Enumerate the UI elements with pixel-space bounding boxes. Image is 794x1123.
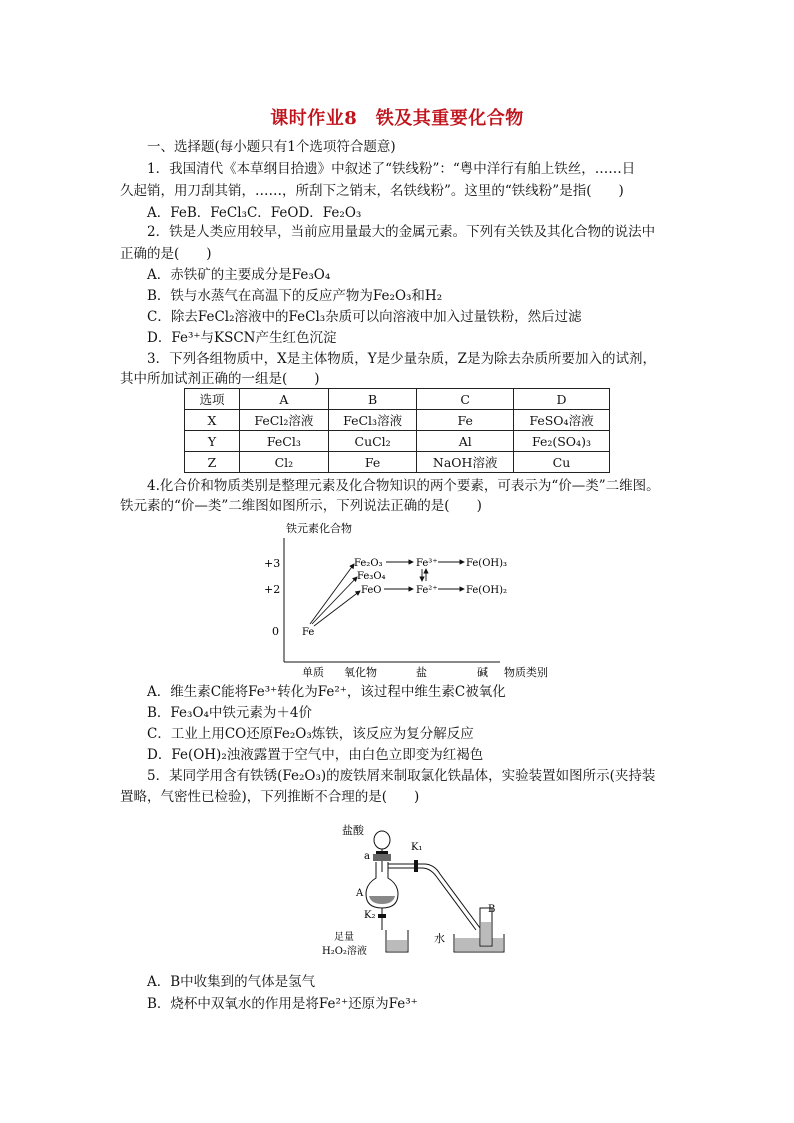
q2-option-c: C．除去FeCl₂溶液中的FeCl₃杂质可以向溶液中加入过量铁粉，然后过滤	[147, 309, 582, 325]
table-row	[185, 431, 610, 452]
q2-option-a: A．赤铁矿的主要成分是Fe₃O₄	[147, 267, 331, 283]
q5-option-a: A．B中收集到的气体是氢气	[147, 974, 316, 990]
y-tick-label: +3	[264, 557, 281, 570]
stopper	[373, 854, 391, 861]
table-cell: Y	[185, 431, 240, 452]
table-cell: Z	[185, 452, 240, 473]
table-cell: Fe₂(SO₄)₃	[513, 431, 609, 452]
table-cell: Cu	[513, 452, 609, 473]
k2-valve	[378, 914, 386, 918]
y-tick-label: 0	[272, 625, 279, 638]
label-k1: K₁	[411, 842, 423, 853]
flask-contents	[369, 896, 395, 904]
q3-options-table	[184, 388, 610, 473]
trough-water	[455, 938, 503, 951]
label-h2o2-line2: H₂O₂溶液	[322, 946, 367, 957]
table-cell: A	[240, 389, 329, 410]
label-h2o2-line1: 足量	[334, 932, 354, 943]
q5-option-b: B．烧杯中双氧水的作用是将Fe²⁺还原为Fe³⁺	[147, 996, 418, 1012]
x-tick-label: 碱	[477, 666, 488, 679]
table-row	[185, 452, 610, 473]
species-fe: Fe	[302, 627, 315, 638]
label-b: B	[488, 904, 496, 915]
q4-option-c: C．工业上用CO还原Fe₂O₃炼铁，该反应为复分解反应	[147, 726, 474, 742]
q2-stem-line1: 2．铁是人类应用较早，当前应用量最大的金属元素。下列有关铁及其化合物的说法中	[147, 224, 656, 240]
collecting-tube-water	[481, 922, 491, 945]
valence-class-diagram	[260, 518, 590, 680]
table-cell: FeSO₄溶液	[513, 410, 609, 431]
y-axis-label: 铁元素化合物	[286, 522, 352, 535]
q3-stem-line1: 3．下列各组物质中，X是主体物质，Y是少量杂质，Z是为除去杂质所要加入的试剂，	[147, 351, 656, 367]
species-feo: FeO	[361, 585, 382, 596]
table-header-row	[185, 389, 610, 410]
q4-stem-line1: 4.化合价和物质类别是整理元素及化合物知识的两个要素，可表示为“价—类”二维图。	[147, 478, 660, 494]
delivery-tube-inner	[388, 868, 476, 930]
q4-option-b: B．Fe₃O₄中铁元素为＋4价	[147, 705, 313, 721]
arrow	[312, 577, 357, 624]
species-fe3plus: Fe³⁺	[416, 558, 438, 569]
table-cell: Cl₂	[240, 452, 329, 473]
arrow	[310, 564, 354, 624]
label-k2: K₂	[364, 910, 376, 921]
q3-stem-line2: 其中所加试剂正确的一组是( )	[120, 371, 320, 387]
label-a-lower: a	[364, 851, 370, 862]
table-cell: B	[328, 389, 417, 410]
table-cell: 选项	[185, 389, 240, 410]
table-cell: Fe	[417, 410, 513, 431]
y-tick-label: +2	[264, 583, 281, 596]
table-cell: FeCl₂溶液	[240, 410, 329, 431]
label-flask-a: A	[356, 888, 364, 899]
table-cell: CuCl₂	[328, 431, 417, 452]
species-fe2o3: Fe₂O₃	[354, 558, 383, 569]
species-fe3o4: Fe₃O₄	[357, 571, 386, 582]
species-feoh3: Fe(OH)₃	[466, 558, 508, 569]
q5-stem-line2: 置略，气密性已检验)，下列推断不合理的是( )	[120, 789, 420, 805]
table-cell: FeCl₃	[240, 431, 329, 452]
q2-option-b: B．铁与水蒸气在高温下的反应产物为Fe₂O₃和H₂	[147, 288, 443, 304]
x-axis-label: 物质类别	[504, 666, 548, 679]
label-water: 水	[434, 932, 445, 945]
table-row	[185, 410, 610, 431]
table-cell: Al	[417, 431, 513, 452]
table-cell: X	[185, 410, 240, 431]
funnel-bulb	[374, 831, 390, 849]
section-heading: 一、选择题(每小题只有1个选项符合题意)	[147, 139, 396, 155]
page-title: 课时作业8 铁及其重要化合物	[270, 108, 524, 129]
x-tick-label: 盐	[416, 666, 427, 679]
q1-stem-line1: 1．我国清代《本草纲目拾遗》中叙述了“铁线粉”：“粤中洋行有舶上铁丝，……日	[147, 161, 636, 177]
k1-valve	[414, 860, 418, 872]
table-cell: D	[513, 389, 609, 410]
table-cell: FeCl₃溶液	[328, 410, 417, 431]
x-tick-label: 单质	[302, 666, 324, 679]
species-feoh2: Fe(OH)₂	[466, 585, 508, 596]
q4-option-d: D．Fe(OH)₂浊液露置于空气中，由白色立即变为红褐色	[147, 747, 484, 763]
q4-option-a: A．维生素C能将Fe³⁺转化为Fe²⁺，该过程中维生素C被氧化	[147, 684, 506, 700]
q2-stem-line2: 正确的是( )	[120, 246, 212, 262]
q2-option-d: D．Fe³⁺与KSCN产生红色沉淀	[147, 330, 337, 346]
table-cell: NaOH溶液	[417, 452, 513, 473]
label-hcl: 盐酸	[342, 824, 364, 837]
q1-options: A．FeB．FeCl₃C．FeOD．Fe₂O₃	[147, 205, 362, 221]
q5-stem-line1: 5．某同学用含有铁锈(Fe₂O₃)的废铁屑来制取氯化铁晶体，实验装置如图所示(夹持装	[147, 768, 656, 784]
table-cell: Fe	[328, 452, 417, 473]
table-cell: C	[417, 389, 513, 410]
species-fe2plus: Fe²⁺	[416, 585, 438, 596]
q4-stem-line2: 铁元素的“价—类”二维图如图所示，下列说法正确的是( )	[120, 498, 482, 514]
x-tick-label: 氧化物	[344, 666, 377, 679]
q1-stem-line2: 久起销，用刀刮其销，……，所刮下之销末，名铁线粉”。这里的“铁线粉”是指( )	[120, 183, 624, 199]
beaker-liquid	[387, 940, 407, 951]
experiment-apparatus	[316, 818, 522, 964]
